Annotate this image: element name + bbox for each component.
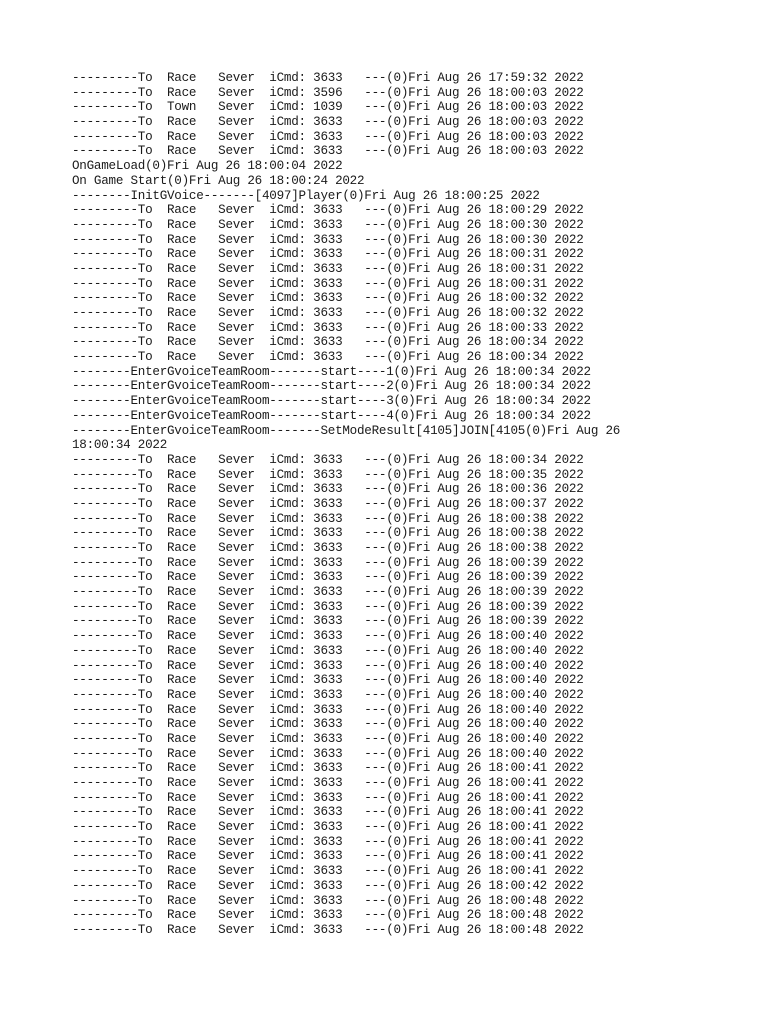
log-line: ---------To Race Sever iCmd: 3633 ---(0)Fri Aug 26 18:00:40 2022 bbox=[72, 717, 584, 732]
log-line: ---------To Race Sever iCmd: 3633 ---(0)Fri Aug 26 18:00:39 2022 bbox=[72, 555, 584, 570]
log-line: ---------To Race Sever iCmd: 3633 ---(0)Fri Aug 26 18:00:41 2022 bbox=[72, 805, 584, 820]
log-line: ---------To Race Sever iCmd: 3633 ---(0)Fri Aug 26 18:00:35 2022 bbox=[72, 467, 584, 482]
log-line: ---------To Race Sever iCmd: 3633 ---(0)Fri Aug 26 18:00:39 2022 bbox=[72, 585, 584, 600]
log-line: ---------To Race Sever iCmd: 3633 ---(0)Fri Aug 26 18:00:38 2022 bbox=[72, 526, 584, 541]
log-line: ---------To Race Sever iCmd: 3633 ---(0)Fri Aug 26 18:00:40 2022 bbox=[72, 643, 584, 658]
log-line: ---------To Race Sever iCmd: 3633 ---(0)Fri Aug 26 18:00:39 2022 bbox=[72, 570, 584, 585]
log-line: ---------To Race Sever iCmd: 3633 ---(0)Fri Aug 26 18:00:03 2022 bbox=[72, 115, 584, 130]
log-line: ---------To Race Sever iCmd: 3633 ---(0)Fri Aug 26 18:00:41 2022 bbox=[72, 761, 584, 776]
log-line: ---------To Race Sever iCmd: 3633 ---(0)Fri Aug 26 18:00:37 2022 bbox=[72, 496, 584, 511]
log-line: ---------To Race Sever iCmd: 3633 ---(0)Fri Aug 26 18:00:48 2022 bbox=[72, 893, 584, 908]
log-line: ---------To Race Sever iCmd: 3633 ---(0)Fri Aug 26 18:00:39 2022 bbox=[72, 599, 584, 614]
log-line: ---------To Race Sever iCmd: 3633 ---(0)Fri Aug 26 18:00:03 2022 bbox=[72, 144, 584, 159]
log-line: ---------To Race Sever iCmd: 3633 ---(0)Fri Aug 26 18:00:39 2022 bbox=[72, 614, 584, 629]
log-line: --------InitGVoice-------[4097]Player(0)Fri Aug 26 18:00:25 2022 bbox=[72, 188, 540, 203]
log-line: ---------To Race Sever iCmd: 3633 ---(0)Fri Aug 26 18:00:32 2022 bbox=[72, 291, 584, 306]
log-line: ---------To Race Sever iCmd: 3633 ---(0)Fri Aug 26 18:00:34 2022 bbox=[72, 350, 584, 365]
log-line: On Game Start(0)Fri Aug 26 18:00:24 2022 bbox=[72, 173, 365, 188]
log-line: OnGameLoad(0)Fri Aug 26 18:00:04 2022 bbox=[72, 159, 343, 174]
log-line: --------EnterGvoiceTeamRoom-------start----1(0)Fri Aug 26 18:00:34 2022 bbox=[72, 364, 591, 379]
log-line: 18:00:34 2022 bbox=[72, 438, 167, 453]
log-line: --------EnterGvoiceTeamRoom-------start----3(0)Fri Aug 26 18:00:34 2022 bbox=[72, 394, 591, 409]
log-line: ---------To Race Sever iCmd: 3633 ---(0)Fri Aug 26 18:00:48 2022 bbox=[72, 908, 584, 923]
log-line: ---------To Race Sever iCmd: 3633 ---(0)Fri Aug 26 18:00:40 2022 bbox=[72, 731, 584, 746]
log-line: ---------To Race Sever iCmd: 3633 ---(0)Fri Aug 26 18:00:41 2022 bbox=[72, 834, 584, 849]
log-line: ---------To Race Sever iCmd: 3633 ---(0)Fri Aug 26 17:59:32 2022 bbox=[72, 71, 584, 85]
log-line: ---------To Race Sever iCmd: 3633 ---(0)Fri Aug 26 18:00:41 2022 bbox=[72, 820, 584, 835]
log-line: ---------To Race Sever iCmd: 3633 ---(0)Fri Aug 26 18:00:30 2022 bbox=[72, 217, 584, 232]
log-line: ---------To Race Sever iCmd: 3633 ---(0)Fri Aug 26 18:00:36 2022 bbox=[72, 482, 584, 497]
log-line: ---------To Race Sever iCmd: 3633 ---(0)Fri Aug 26 18:00:03 2022 bbox=[72, 129, 584, 144]
log-line: ---------To Race Sever iCmd: 3633 ---(0)Fri Aug 26 18:00:38 2022 bbox=[72, 511, 584, 526]
log-line: ---------To Race Sever iCmd: 3633 ---(0)Fri Aug 26 18:00:40 2022 bbox=[72, 673, 584, 688]
log-line: ---------To Race Sever iCmd: 3633 ---(0)Fri Aug 26 18:00:40 2022 bbox=[72, 746, 584, 761]
log-line: ---------To Race Sever iCmd: 3633 ---(0)Fri Aug 26 18:00:41 2022 bbox=[72, 790, 584, 805]
log-line: ---------To Race Sever iCmd: 3633 ---(0)Fri Aug 26 18:00:40 2022 bbox=[72, 658, 584, 673]
log-line: ---------To Race Sever iCmd: 3633 ---(0)Fri Aug 26 18:00:34 2022 bbox=[72, 335, 584, 350]
log-line: ---------To Race Sever iCmd: 3596 ---(0)Fri Aug 26 18:00:03 2022 bbox=[72, 85, 584, 100]
log-line: ---------To Race Sever iCmd: 3633 ---(0)Fri Aug 26 18:00:42 2022 bbox=[72, 878, 584, 893]
log-line: ---------To Race Sever iCmd: 3633 ---(0)Fri Aug 26 18:00:40 2022 bbox=[72, 702, 584, 717]
log-line: ---------To Race Sever iCmd: 3633 ---(0)Fri Aug 26 18:00:33 2022 bbox=[72, 320, 584, 335]
log-line: ---------To Race Sever iCmd: 3633 ---(0)Fri Aug 26 18:00:40 2022 bbox=[72, 687, 584, 702]
log-line: ---------To Race Sever iCmd: 3633 ---(0)Fri Aug 26 18:00:34 2022 bbox=[72, 452, 584, 467]
log-line: --------EnterGvoiceTeamRoom-------start----4(0)Fri Aug 26 18:00:34 2022 bbox=[72, 408, 591, 423]
log-line: ---------To Race Sever iCmd: 3633 ---(0)Fri Aug 26 18:00:31 2022 bbox=[72, 276, 584, 291]
log-line: ---------To Race Sever iCmd: 3633 ---(0)Fri Aug 26 18:00:41 2022 bbox=[72, 776, 584, 790]
log-line: ---------To Town Sever iCmd: 1039 ---(0)Fri Aug 26 18:00:03 2022 bbox=[72, 100, 584, 115]
log-line: ---------To Race Sever iCmd: 3633 ---(0)Fri Aug 26 18:00:31 2022 bbox=[72, 261, 584, 276]
log-line: ---------To Race Sever iCmd: 3633 ---(0)Fri Aug 26 18:00:32 2022 bbox=[72, 306, 584, 320]
log-line: --------EnterGvoiceTeamRoom-------start----2(0)Fri Aug 26 18:00:34 2022 bbox=[72, 379, 591, 394]
log-line: ---------To Race Sever iCmd: 3633 ---(0)Fri Aug 26 18:00:29 2022 bbox=[72, 203, 584, 218]
log-text-page bbox=[72, 71, 752, 938]
log-line: ---------To Race Sever iCmd: 3633 ---(0)Fri Aug 26 18:00:41 2022 bbox=[72, 864, 584, 879]
log-line: --------EnterGvoiceTeamRoom-------SetModeResult[4105]JOIN[4105(0)Fri Aug 26 bbox=[72, 423, 621, 438]
log-line: ---------To Race Sever iCmd: 3633 ---(0)Fri Aug 26 18:00:38 2022 bbox=[72, 541, 584, 555]
log-line: ---------To Race Sever iCmd: 3633 ---(0)Fri Aug 26 18:00:48 2022 bbox=[72, 922, 584, 937]
log-line: ---------To Race Sever iCmd: 3633 ---(0)Fri Aug 26 18:00:31 2022 bbox=[72, 247, 584, 262]
log-line: ---------To Race Sever iCmd: 3633 ---(0)Fri Aug 26 18:00:41 2022 bbox=[72, 849, 584, 864]
log-line: ---------To Race Sever iCmd: 3633 ---(0)Fri Aug 26 18:00:40 2022 bbox=[72, 629, 584, 644]
log-line: ---------To Race Sever iCmd: 3633 ---(0)Fri Aug 26 18:00:30 2022 bbox=[72, 232, 584, 247]
